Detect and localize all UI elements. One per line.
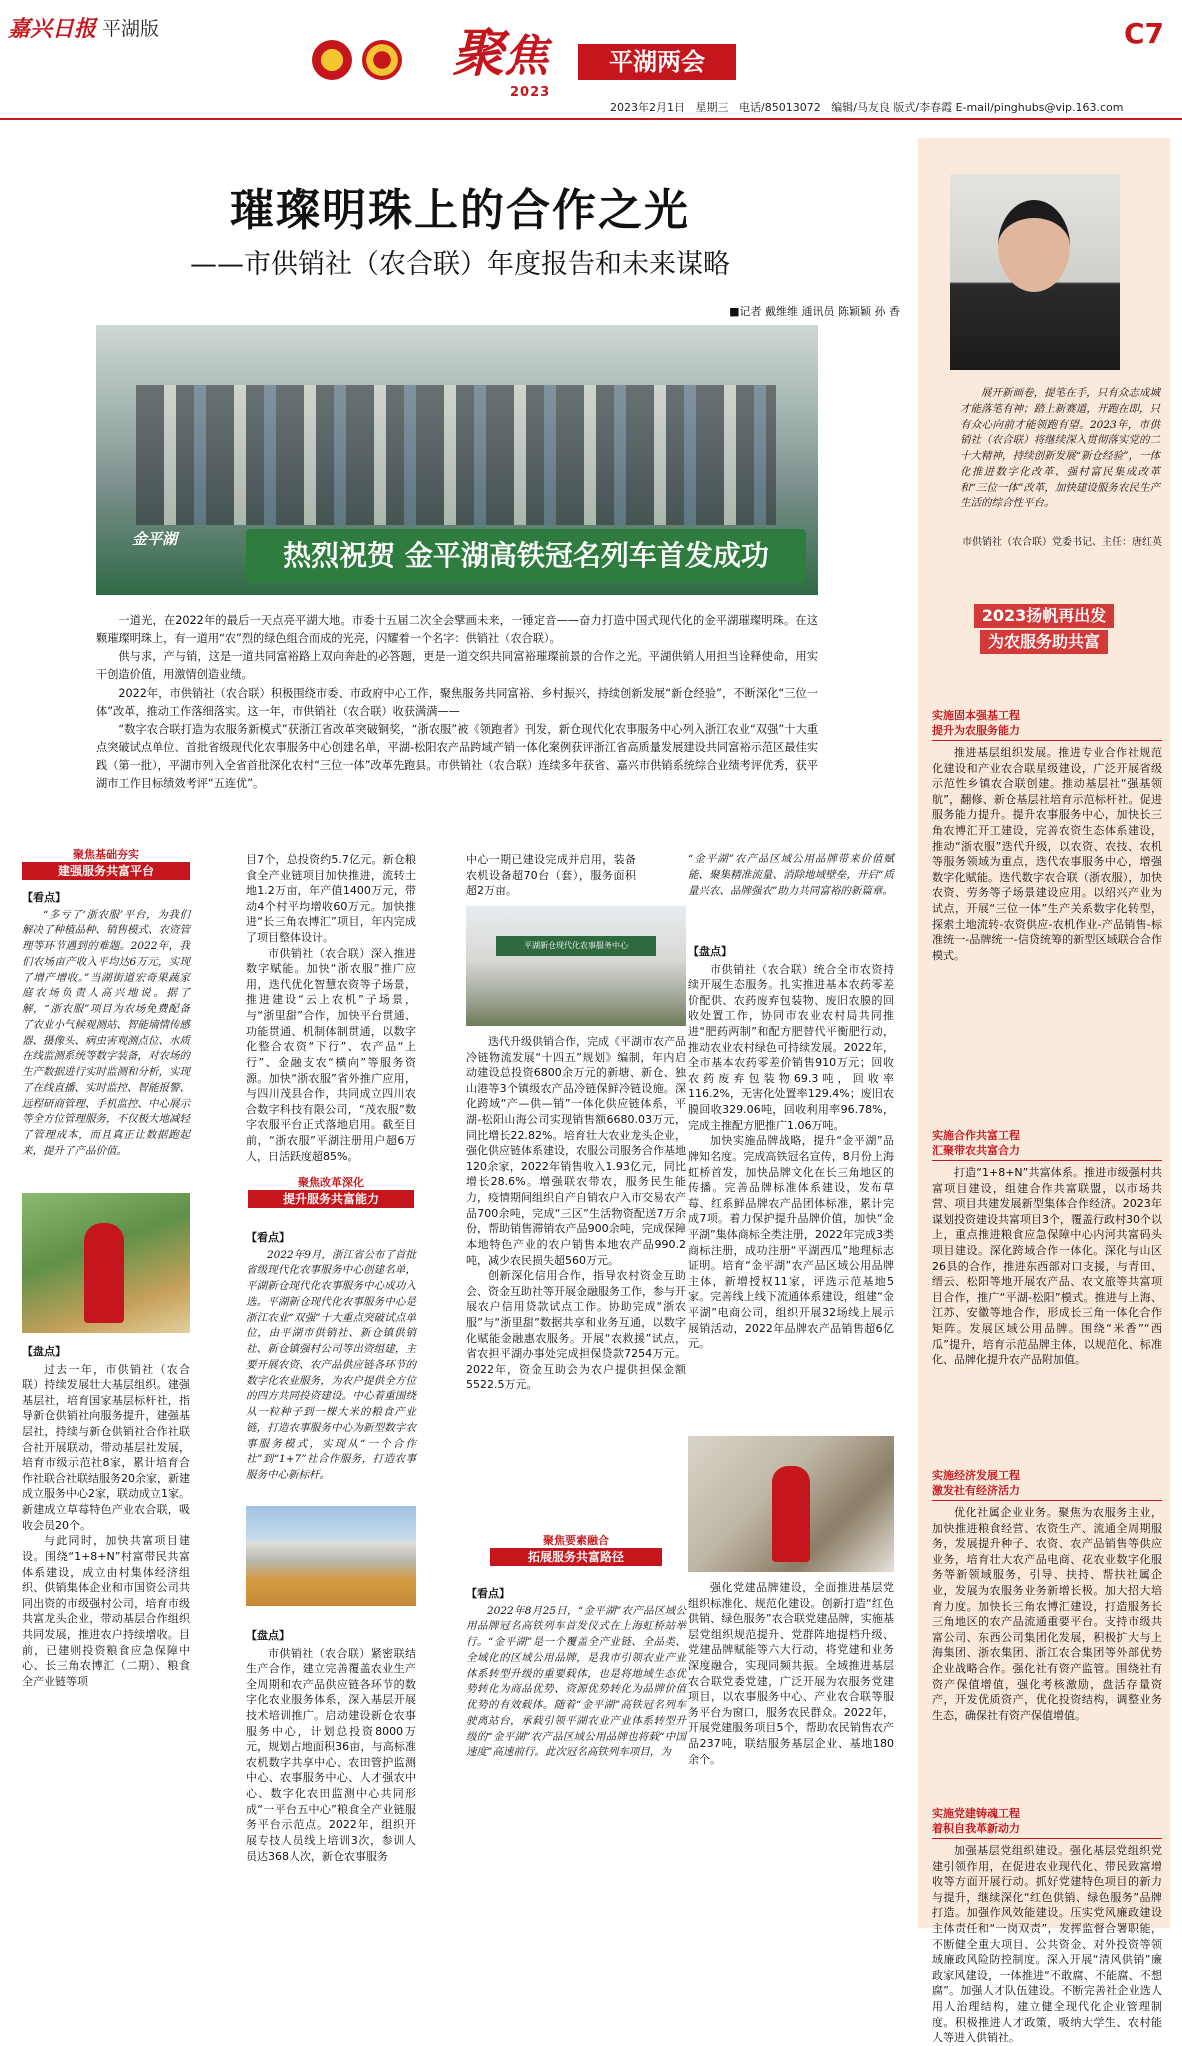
item-tag: 实施合作共富工程: [932, 1129, 1020, 1142]
photo-people: [136, 385, 776, 525]
banner-line-2: 为农服务助共富: [980, 630, 1108, 654]
item-head: 激发社有经济活力: [932, 1483, 1162, 1501]
review-label: 【盘点】: [688, 945, 732, 958]
center-sign: 平湖新仓现代化农事服务中心: [496, 936, 656, 956]
column-1-top: [22, 888, 190, 1190]
review-label: 【盘点】: [246, 1629, 290, 1642]
column-2-top: [246, 852, 416, 1178]
intro-text: [96, 612, 818, 822]
review-paragraph: 市供销社（农合联）紧密联结生产合作，建立完善覆盖农业生产全周期和农产品供应链各环节的数字化农业服务体系，深入基层开展技术培训推广。启动建设新仓农事服务中心，计划总投资8000万元，规划占地面积36亩，与高标准农机数字共享中心、农田管护监测中心、农事服务中心、人才强农中心、数字化农田监测中心共同形成“一平台五中心”粮食全产业链服务平台示范点。2022年，组织开展专技人员线上培训3次，参训人员达368人次，新仓农事服务: [246, 1646, 416, 1863]
review-label: 【盘点】: [22, 1345, 66, 1358]
review-paragraph: 市供销社（农合联）统合全市农资持续开展生态服务。扎实推进基本农药零差价配供、农药废弃包装物、废旧农膜的回收处置工作，协同市农业农村局共同推进“肥药两制”和配方肥替代平衡肥行动，推动农业农村绿色可持续发展。2022年，全市基本农药零差价销售910万元；回收农药废弃包装物69.3吨，回收率116.2%，无害化处置率129.4%；废旧农膜回收329.06吨，回收利用率96.78%，完成主推配方肥推广1.06万吨。: [688, 962, 894, 1132]
col3-paragraph: 中心一期已建设完成并启用，装备农机设备超70台（套），服务面积超2万亩。: [466, 853, 636, 898]
masthead: [0, 0, 1182, 114]
item-text: 优化社属企业业务。聚焦为农服务主业，加快推进粮食经营、农资生产、流通全周期服务，发展提升种子、农资、农产品销售等供应业务，培育壮大农产品电商、花农业数字化服务等新领域服务，引导、扶持、帮扶社属企业，发展为农服务业务新增长极。加大招大培育力度。加快长三角农博汇建设，打造服务长三角地区的农产品流通重要平台。支持市级共富公司、东西公司集团化发展，积极扩大与上海集团、浙农集团、浙江农合集团等外部优势企业战略合作。强化社有资产监管。围绕社有资产保值增值，强化考核激励，盘活存量资产，开发优质资产，优化投资结构，调整业务生态，确保社有资产保值增值。: [932, 1506, 1162, 1722]
worker-figure: [772, 1466, 810, 1562]
review-paragraph: 与此同时，加快共富项目建设。围绕“1+8+N”村富带民共富体系建设，成立由村集体经济组织、供销集体企业和市国资公司共同出资的市级强村公司，培育市级共富龙头企业，带动基层合作组织共同发展，推进农户持续增收。目前，已建则投资粮食应急保障中心、长三角农博汇（二期）、粮食全产业链等项: [22, 1534, 190, 1688]
reform-text: 2022年9月，浙江省公布了首批省级现代化农事服务中心创建名单，平湖新仓现代化农事服务中心成功入选。平湖新仓现代化农事服务中心是浙江农业“双强”十大重点突破试点单位，由平湖市供销社、新仓镇供销社、新仓镇强村公司等出资组建，主要开展农资、农产品供应链各环节的数字化农业服务，为农户提供全方位的四方共同投资建设。中心着重围绕从一粒种子到一棵大米的粮食产业链，打造农事服务中心为新型数字农事服务模式，实现从“一个合作社”到“1+7”社合作服务，打造农事服务中心新标杆。: [246, 1248, 416, 1482]
photo-logo: 金平湖: [132, 530, 178, 548]
main-photo: [96, 325, 818, 595]
center-building-photo: [466, 906, 686, 1026]
quote-text: 展开新画卷，提笔在手，只有众志成城才能落笔有神；踏上新赛道，开跑在即，只有众心向前才能领跑有望。2023年，市供销社（农合联）将继续深入贯彻落实党的二十大精神，持续创新发展“新仓经验”，一体化推进数字化改革、强村富民集成改革和“三位一体”改革，加快建设服务农民生产生活的综合性平台。: [960, 387, 1160, 510]
phone: 电话/85013072: [739, 101, 821, 114]
cppcc-emblem-icon: [362, 40, 402, 80]
info-line: [610, 100, 1123, 116]
intro-paragraph: 2022年，市供销社（农合联）积极围绕市委、市政府中心工作，聚焦服务共同富裕、乡村振兴，持续创新发展“新仓经验”，不断深化“三位一体”改革，推动工作落细落实。这一年，市供销社（农合联）收获满满——: [96, 686, 818, 718]
editors: 编辑/马友良 版式/李春霞 E-mail/pinghubs@vip.163.com: [831, 101, 1124, 114]
item-text: 打造“1+8+N”共富体系。推进市级强村共富项目建设，组建合作共富联盟，以市场共营、项目共建发展新型集体合作经济。2023年谋划投资建设共富项目3个，覆盖行政村30个以上，重点推进粮食应急保障中心内河共富码头项目建设。深化跨域合作一体化。深化与山区26县的合作，推进东西部对口支援，与青田、缙云、松阳等地开展农产品、农文旅等共富项目合作，推广“平湖-松阳”模式。推进与上海、江苏、安徽等地合作，形成长三角一体化合作矩阵。发展区域公用品牌。围绕“米香”“西瓜”提升，培育示范品牌主体，以规范化、标准化、品牌化提升农产品附加值。: [932, 1166, 1162, 1367]
item-tag: 实施固本强基工程: [932, 709, 1020, 722]
column-4-top: [688, 852, 894, 936]
focus-logo: [452, 23, 549, 85]
portrait-photo: [950, 174, 1120, 370]
section-heading-1: [22, 848, 190, 880]
farm-photo: [22, 1193, 190, 1333]
item-tag: 实施党建铸魂工程: [932, 1807, 1020, 1820]
item-text: 推进基层组织发展。推进专业合作社规范化建设和产业农合联星级建设，广泛开展省级示范性乡镇农合联创建。推动基层社“强基领航”，翻修、新仓基层社培育示范标杆社。促进服务能力提升。提升农事服务中心，加快长三角农博汇开工建设，完善农资生态体系建设，推动“浙农服”迭代升级，以农资、农技、农机等服务领域为重点，迭代农事服务中心，增强数字化赋能。迭代数字农合联（浙农服），加快农资、劳务等子场景建设应用。以绍兴产业为试点，开展“三位一体”生产关系数字化转型，探索土地流转-农资供应-农机作业-产品销售-标准统一-品牌统一-信贷统筹的新型区域联合合作模式。: [932, 746, 1162, 962]
column-3-top: [466, 852, 636, 902]
zhan-label: 【看点】: [466, 1587, 510, 1600]
intro-paragraph: 供与求，产与销，这是一道共同富裕路上双向奔赴的必答题，更是一道交织共同富裕璀璨前景的合作之光。平湖供销人用担当诠释使命，用实干创造价值，用激情创造业绩。: [96, 650, 818, 682]
item-head: 着积自我革新动力: [932, 1821, 1162, 1839]
section-heading-2: [248, 1176, 414, 1208]
review-paragraph: 过去一年，市供销社（农合联）持续发展壮大基层组织。建强基层社，培育国家基层标杆社，指导新仓供销社向服务提升，建强基层社，持续与新仓供销社合作社联合社开展联动，带动基层社发展，培育市级示范社8家，累计培育合作社联合社联结服务20余家，新建成立服务中心2家，联动成立1家。新建成立草莓特色产业农合联，吸收会员20个。: [22, 1362, 190, 1532]
sidebar: [918, 138, 1170, 2045]
zhan-text: 2022年8月25日，“金平湖”农产品区域公用品牌冠名高铁列车首发仪式在上海虹桥站举行。“金平湖”是一个覆盖全产业链、全品类、全域化的区域公用品牌，是我市引领农业产业体系转型升级的重要载体，也是将地域生态优势转化为商品优势、资源优势转化为品牌价值优势的有效载体。随着“金平湖”高铁冠名列车驶离站台，承载引领平湖农业产业体系转型升级的“金平湖”农产品区域公用品牌也将载“中国速度”高速前行。此次冠名高铁列车项目，为: [466, 1604, 686, 1759]
sidebar-item: [932, 708, 1162, 1118]
reform-label: 【看点】: [246, 1231, 290, 1244]
col2-paragraph: 市供销社（农合联）深入推进数字赋能。加快“浙农服”推广应用，迭代优化智慧农资等子场景，推进建设“云上农机”子场景，与“浙里甜”合作，加快平台贯通、功能贯通、机制体制贯通，以数字化整合农资“下行”、农产品“上行”、金融支农“横向”等服务资源。加快“浙农服”省外推广应用，与四川茂县合作，共同成立四川农合数字科技有限公司，“茂农服”数字农服平台正式落地启用。截至目前，“浙农服”平湖注册用户超6万人，日活跃度超85%。: [246, 946, 416, 1163]
item-tag: 实施经济发展工程: [932, 1469, 1020, 1482]
col2-paragraph: 目7个，总投资约5.7亿元。新仓粮食全产业链项目加快推进，流转土地1.2万亩，年产值1400万元，带动4个村平均增收60万元。加快推进“长三角农博汇”项目，年内完成了项目整体设计。: [246, 853, 416, 945]
section-tag: 聚焦基础夯实: [73, 848, 139, 861]
intro-paragraph: 一道光，在2022年的最后一天点亮平湖大地。市委十五届二次全会擘画未来，一锤定音——奋力打造中国式现代化的金平湖璀璨明珠。在这颗璀璨明珠上，有一道用“农”烈的绿色组合而成的光亮，闪耀着一个名字：供销社（农合联）。: [96, 614, 818, 646]
photo-banner: 热烈祝贺 金平湖高铁冠名列车首发成功: [246, 529, 806, 583]
lead-label: 【看点】: [22, 891, 66, 904]
farmer-figure: [84, 1223, 124, 1323]
article-title: 璀璨明珠上的合作之光: [230, 185, 690, 236]
national-emblem-icon: [312, 40, 352, 80]
section-title: 提升服务共富能力: [248, 1190, 414, 1208]
focus-char-1: 聚: [452, 23, 505, 84]
column-4-bottom: [688, 1580, 894, 1926]
section-tag: 聚焦改革深化: [298, 1176, 364, 1189]
col4-paragraph: 强化党建品牌建设，全面推进基层党组织标准化、规范化建设。创新打造“红色供销、绿色服务”农合联党建品牌，实施基层党组织规范提升、党群阵地提档升级、党建品牌赋能等六大行动，将党建和业务深度融合，实现同频共振。全域推进基层农合联党委党建，广泛开展为农服务党建项目，以农事服务中心、产业农合联等服务平台为窗口，服务农民群众。2022年，开展党建服务项目5个，帮助农民销售农产品237吨，联结服务基层企业、基地180余个。: [688, 1581, 894, 1766]
service-center-photo: [246, 1506, 416, 1606]
col4-paragraph: “金平湖”农产品区域公用品牌带来价值赋能、聚集精准流量、消除地域壁垒，开启“质量兴农、品牌强农”助力共同富裕的新篇章。: [688, 853, 894, 897]
column-2-bottom: [246, 1626, 416, 1926]
issue-weekday: 星期三: [695, 101, 729, 114]
masthead-rule: [0, 118, 1182, 120]
column-3-middle: [466, 1034, 686, 1514]
column-1-bottom: [22, 1342, 190, 1927]
section-name: 平湖两会: [578, 44, 736, 80]
section-heading-3: [490, 1534, 662, 1566]
item-text: 加强基层党组织建设。强化基层党组织党建引领作用，在促进农业现代化、带民致富增收等方面开展行动。抓好党建特色项目的新力与提升，继续深化“红色供销、绿色服务”品牌打造。加强作风效能建设。压实党风廉政建设主体责任和“一岗双责”，发挥监督合署职能，不断健全重大项目、公共资金、对外投资等领域廉政风险防控制度。深入开展“清风供销”廉政家风建设，一体推进“不敢腐、不能腐、不想腐”。加强人才队伍建设。不断完善社企业选人用人治理结构，建立健全现代化企业管理制度。积极推进人才政策，吸纳大学生、农村能人等进入供销社。: [932, 1844, 1162, 2045]
masthead-year: 2023: [510, 85, 551, 100]
paper-name: 嘉兴日报: [8, 16, 97, 42]
sidebar-item: [932, 1468, 1162, 1798]
sidebar-item: [932, 1806, 1162, 2045]
col3-paragraph: 创新深化信用合作，指导农村资金互助会、资金互助社等开展金融服务工作，参与开展农户信用贷款试点工作。协助完成“浙农服”与“浙里甜”数据共享和业务互通，以数字化赋能金融惠农服务。开展“农救援”试点，省农担平湖办事处完成担保贷款7254万元。2022年，资金互助会为农户提供担保金额5522.5万元。: [466, 1269, 686, 1392]
lead-text: “多亏了‘浙农服’平台，为我们解决了种植品种、销售模式、农资管理等环节遇到的难题。2022年，我们农场亩产收入平均达6万元，实现了增产增收。”当湖街道宏奇果蔬家庭农场负责人高兴地说。据了解，“浙农服”项目为农场免费配备了农业小气候观测站、智能墒情传感器、摄像头、病虫害观测点位、水质在线监测系统等数字装备，对农场的生产数据进行实时监测和分析，实现了在线直播、实时监控、智能报警、远程研商管理、手机监控、中心展示等全方位管理服务，不仅极大地减轻了管理成本，而且真正让数据跑起来，提升了产品价值。: [22, 908, 190, 1157]
banner-line-1: 2023扬帆再出发: [974, 604, 1115, 628]
sidebar-item: [932, 1128, 1162, 1458]
edition-name: 平湖版: [102, 18, 160, 40]
review-paragraph: 加快实施品牌战略，提升“金平湖”品牌知名度。完成高铁冠名宣传，8月份上海虹桥首发，加快品牌文化在长三角地区的传播。完善品牌标准体系建设，发布草莓、红系鲜品牌农产品团体标准，累计完成7项。着力保护提升品牌价值，加快“金平湖”集体商标全类注册，2022年完成3类商标注册，成功注册“平湖西瓜”地理标志证明。培育“金平湖”农产品区域公用品牌主体，新增授权11家，评选示范基地5家。完善线上线下流通体系建设，组建“金平湖”电商公司，组织开展32场线上展示展销活动，2022年品牌农产品销售超6亿元。: [688, 1134, 894, 1351]
column-2-middle: [246, 1228, 416, 1484]
col3-paragraph: 迭代升级供销合作，完成《平湖市农产品冷链物流发展“十四五”规划》编制，年内启动建设总投资6800余万元的新塘、新仓、独山港等3个镇级农产品冷链保鲜冷链设施。深化跨域“产—供—销”一体化供应链体系，平湖-松阳山海公司实现销售额6680.03万元，同比增长22.82%。培育壮大农业龙头企业，强化供应链体系建设，农服公司服务合作基地120余家，2022年销售收入1.93亿元，同比增长28.6%。增强联农带农，服务民生能力，疫情期间组织自产自销农户入市交易农产品700余吨，完成“三区”生活物资配送7万余份，帮助销售滞销农产品900余吨，完成保障本地特色产业的农户销售本地农产品990.2吨，减少农民损失超560万元。: [466, 1035, 686, 1267]
intro-paragraph: “数字农合联打造为农服务新模式”获浙江省改革突破铜奖，“浙农服”被《领跑者》刊发，新仓现代化农事服务中心列入浙江农业“双强”十大重点突破试点单位、首批省级现代化农事服务中心创建名单，平湖-松阳农产品跨域产销一体化案例获评浙江省高质量发展建设共同富裕示范区最佳实践（第一批），平湖市列入全省首批深化农村“三位一体”改革先跑县。市供销社（农合联）连续多年获省、嘉兴市供销系统综合业绩考评优秀，获平湖市工作目标绩效考评“五连优”。: [96, 722, 818, 791]
issue-date: 2023年2月1日: [610, 101, 685, 114]
sidebar-banner: [918, 604, 1170, 674]
column-4-middle: [688, 942, 894, 1430]
page-number: C7: [1124, 17, 1165, 50]
sidebar-signature: 市供销社（农合联）党委书记、主任：唐红英: [962, 537, 1162, 548]
portrait-face: [998, 200, 1070, 292]
item-head: 提升为农服务能力: [932, 723, 1162, 741]
delivery-photo: [688, 1436, 894, 1572]
item-head: 汇聚带农共富合力: [932, 1143, 1162, 1161]
section-title: 建强服务共富平台: [22, 862, 190, 880]
section-title: 拓展服务共富路径: [490, 1548, 662, 1566]
focus-char-2: 焦: [504, 31, 549, 82]
article-subtitle: ——市供销社（农合联）年度报告和未来谋略: [190, 249, 730, 280]
sidebar-quote: [960, 386, 1160, 556]
column-3-bottom: [466, 1584, 686, 1926]
section-tag: 聚焦要素融合: [543, 1534, 609, 1547]
byline: ■记者 戴维维 通讯员 陈颖颖 孙 香: [729, 305, 900, 318]
